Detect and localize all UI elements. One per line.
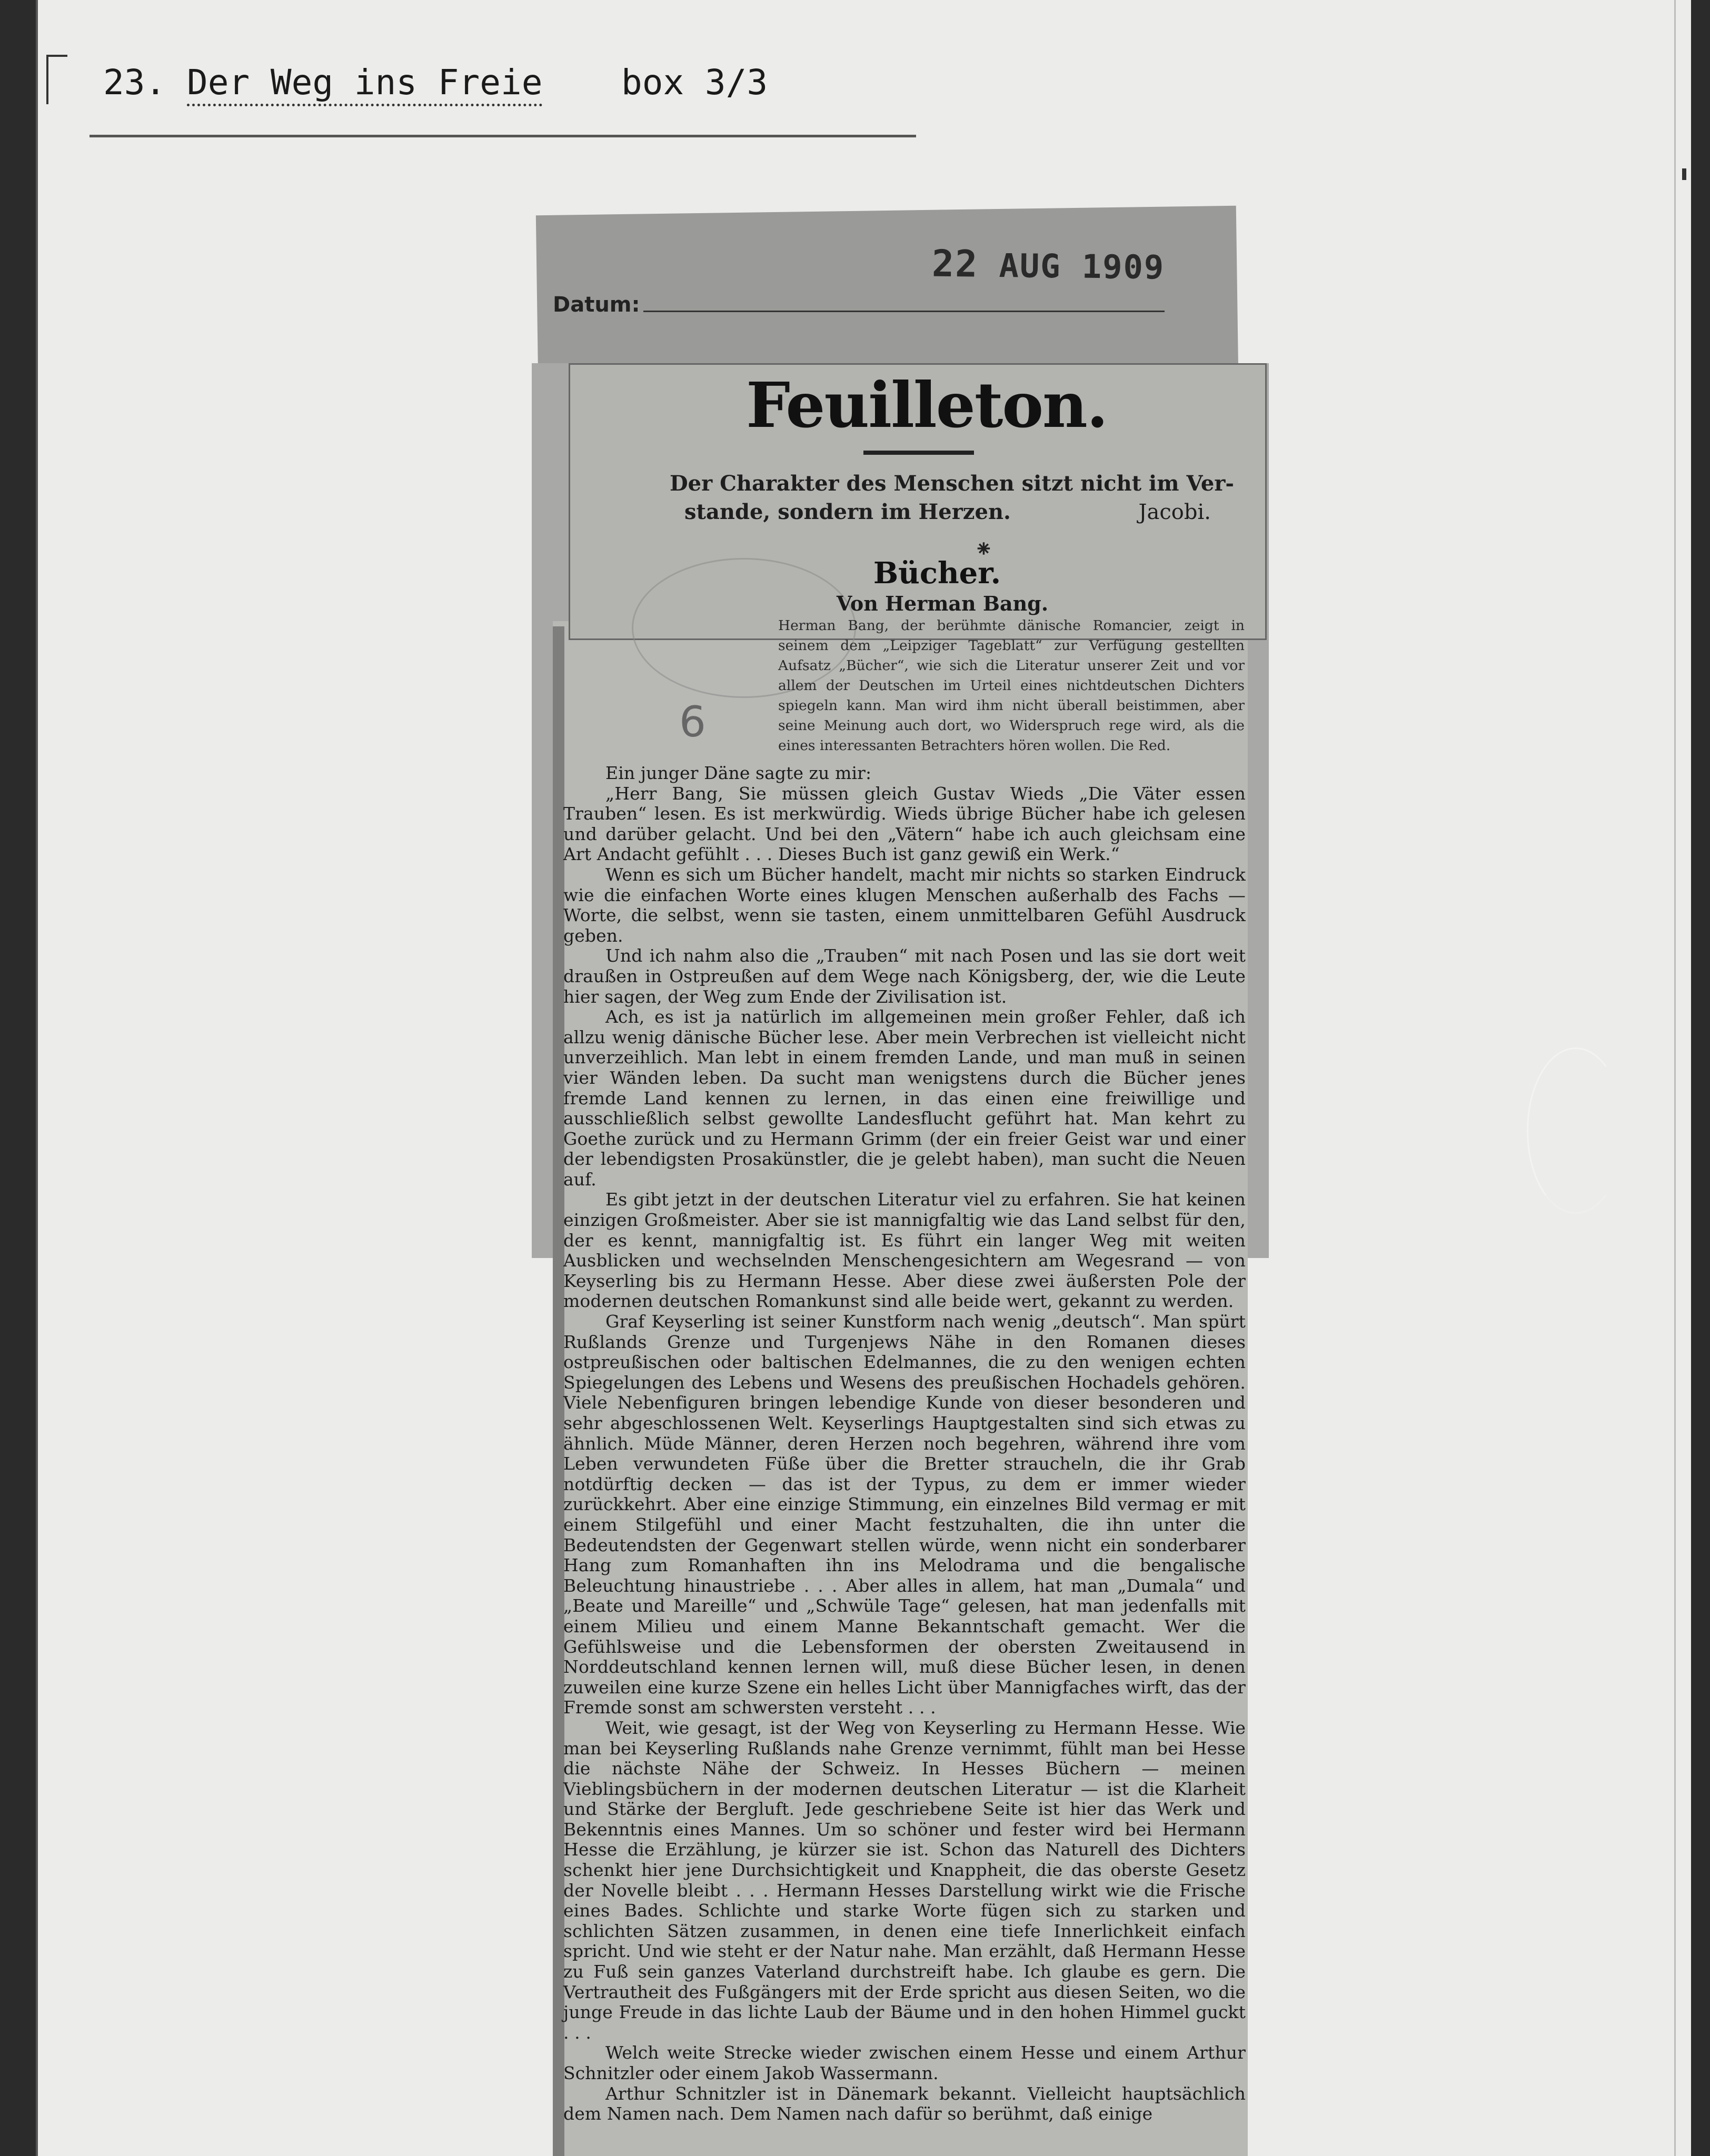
sheet-edge: [1674, 0, 1676, 2156]
paragraph: Wenn es sich um Bücher handelt, macht mir nichts so starken Eindruck wie die einfachen Worte eines klugen Menschen außerhalb des Fachs — Worte, die selbst, wenn sie tasten, einem unmittelbaren Gefühl Ausdruck geben.: [563, 864, 1246, 946]
box-label: box 3/3: [621, 62, 768, 103]
paragraph: Ach, es ist ja natürlich im allgemeinen mein großer Fehler, daß ich allzu wenig dänische Bücher lese. Aber mein Verbrechen ist vielleicht nicht unverzeihlich. Man lebt in einem fremden Lande, und man muß in seinen vier Wänden leben. Da sucht man wenigstens durch die Bücher jenes fremde Land kennen zu lernen, in das einen eine freiwillige und ausschließlich selbst gewollte Landesflucht geführt hat. Man kehrt zu Goethe zurück und zu Hermann Grimm (der ein freier Geist war und einer der lebendigsten Prosakünstler, die je gelebt haben), man sucht die Neuen auf.: [563, 1006, 1246, 1190]
article-body: [563, 763, 1246, 2124]
datum-line: [643, 311, 1165, 312]
motto-line-1: Der Charakter des Menschen sitzt nicht im Ver-: [669, 471, 1234, 496]
motto: [590, 470, 1242, 526]
paragraph: „Herr Bang, Sie müssen gleich Gustav Wieds „Die Väter essen Trauben“ lesen. Es ist merkwürdig. Wieds übrige Bücher habe ich gelesen und darüber gelacht. Und bei den „Vätern“ habe ich auch gleichsam eine Art Andacht gefühlt . . . Dieses Buch ist ganz gewiß ein Werk.“: [563, 783, 1246, 865]
work-title: Der Weg ins Freie: [187, 62, 543, 106]
paragraph: Welch weite Strecke wieder zwischen einem Hesse und einem Arthur Schnitzler oder einem Jakob Wassermann.: [563, 2042, 1246, 2083]
pencil-circle-mark: [1527, 1047, 1625, 1214]
article-title: Bücher.: [873, 556, 1001, 591]
paragraph: Ein junger Däne sagte zu mir:: [605, 763, 872, 783]
asterism: ⁕: [974, 536, 993, 563]
paragraph: Arthur Schnitzler ist in Dänemark bekannt. Vielleicht hauptsächlich dem Namen nach. Dem Namen nach dafür so berühmt, daß einige: [563, 2083, 1246, 2124]
title-rule: [863, 451, 974, 455]
item-number: 23.: [103, 62, 166, 103]
paragraph: Weit, wie gesagt, ist der Weg von Keyserling zu Hermann Hesse. Wie man bei Keyserling Rußlands nahe Grenze vernimmt, fühlt man bei Hesse die nächste Nähe der Schweiz. In Hesses Büchern — meinen Vieblingsbüchern in der modernen deutschen Literatur — ist die Klarheit und Stärke der Bergluft. Jede geschriebene Seite ist hier das Werk und Bekenntnis eines Mannes. Um so schöner und fester wird bei Hermann Hesse die Erzählung, je kürzer sie ist. Schon das Naturell des Dichters schenkt hier jene Durchsichtigkeit und Knappheit, die das oberste Gesetz der Novelle bleibt . . . Hermann Hesses Darstellung wirkt wie die Frische eines Bades. Schlichte und starke Worte fügen sich zu starken und schlichten Sätzen zusammen, in denen eine tiefe Innerlichkeit einfach spricht. Und wie steht er der Natur nahe. Man erzählt, daß Hermann Hesse zu Fuß sein ganzes Vaterland durchstreift habe. Ich glaube es gern. Die Vertrautheit des Fußgängers mit der Erde spricht aus diesen Seiten, wo die junge Freude in das lichte Laub der Bäume und in den hohen Himmel guckt . . .: [563, 1717, 1246, 2043]
motto-line-2: stande, sondern im Herzen. Jacobi.: [590, 498, 1242, 526]
corner-mark: [46, 55, 67, 104]
folder-header: [103, 62, 768, 103]
paragraph: Graf Keyserling ist seiner Kunstform nach wenig „deutsch“. Man spürt Rußlands Grenze und Turgenjews Nähe in den Romanen dieses ostpreußischen oder baltischen Edelmannes, die zu den wenigen echten Spiegelungen des Lebens und Wesens des preußischen Hochadels gehören. Viele Nebenfiguren bringen lebendige Kunde von dieser besonderen und sehr abgeschlossenen Welt. Keyserlings Hauptgestalten sind sich etwas zu ähnlich. Müde Männer, deren Herzen noch begehren, während ihre vom Leben verwundeten Füße über die Bretter straucheln, die ihr Grab notdürftig decken — das ist der Typus, zu dem er immer wieder zurückkehrt. Aber eine einzige Stimmung, ein einzelnes Bild vermag er mit einem Stilgefühl und einer Macht festzuhalten, die ihn unter die Bedeutendsten der Gegenwart stellen würde, wenn nicht ein sonderbarer Hang zum Romanhaften ihn ins Melodrama und die bengalische Beleuchtung hinaustriebe . . . Aber alles in allem, hat man „Dumala“ und „Beate und Mareille“ und „Schwüle Tage“ gelesen, hat man jedenfalls mit einem Milieu und einem Manne Bekanntschaft gemacht. Wer die Gefühlsweise und die Lebensformen der obersten Zweitausend in Norddeutschland kennen lernen will, muß diese Bücher lesen, in denen zuweilen eine kurze Szene ein helles Licht über Mannigfaches wirft, das der Fremde sonst am schwersten versteht . . .: [563, 1311, 1246, 1718]
date-stamp: 22 AUG 1909: [931, 242, 1165, 287]
motto-author: Jacobi.: [1138, 500, 1211, 524]
pencil-mark: 6: [679, 697, 706, 746]
punch-mark: [1682, 168, 1686, 180]
section-title: Feuilleton.: [746, 368, 1107, 442]
paragraph: Und ich nahm also die „Trauben“ mit nach Posen und las sie dort weit draußen in Ostpreußen auf dem Wege nach Königsberg, der, wie die Leute hier sagen, der Weg zum Ende der Zivilisation ist.: [563, 945, 1246, 1007]
article-byline: Von Herman Bang.: [836, 592, 1049, 615]
editorial-intro: Herman Bang, der berühmte dänische Romancier, zeigt in seinem dem „Leipziger Tageblatt“ zur Verfügung gestellten Aufsatz „Bücher“, wie sich die Literatur unserer Zeit und vor allem der Deutschen im Urteil eines nichtdeutschen Dichters spiegeln kann. Man wird ihm nicht überall beistimmen, aber seine Meinung auch dort, wo Widerspruch rege wird, als die eines interessanten Betrachters hören wollen. Die Red.: [778, 617, 1245, 754]
paragraph: Es gibt jetzt in der deutschen Literatur viel zu erfahren. Sie hat keinen einzigen Großmeister. Aber sie ist mannigfaltig wie das Land selbst für den, der es kennt, mannigfaltig ist. Es führt ein langer Weg mit weiten Ausblicken und wechselnden Menschengesichtern am Wegesrand — von Keyserling bis zu Hermann Hesse. Aber diese zwei äußersten Pole der modernen deutschen Romankunst sind alle beide wert, gekannt zu werden.: [563, 1189, 1246, 1312]
header-rule: [90, 135, 916, 137]
datum-label: Datum:: [553, 293, 640, 317]
clipping-shadow: [553, 626, 564, 2156]
clipping-slip: [536, 206, 1238, 384]
